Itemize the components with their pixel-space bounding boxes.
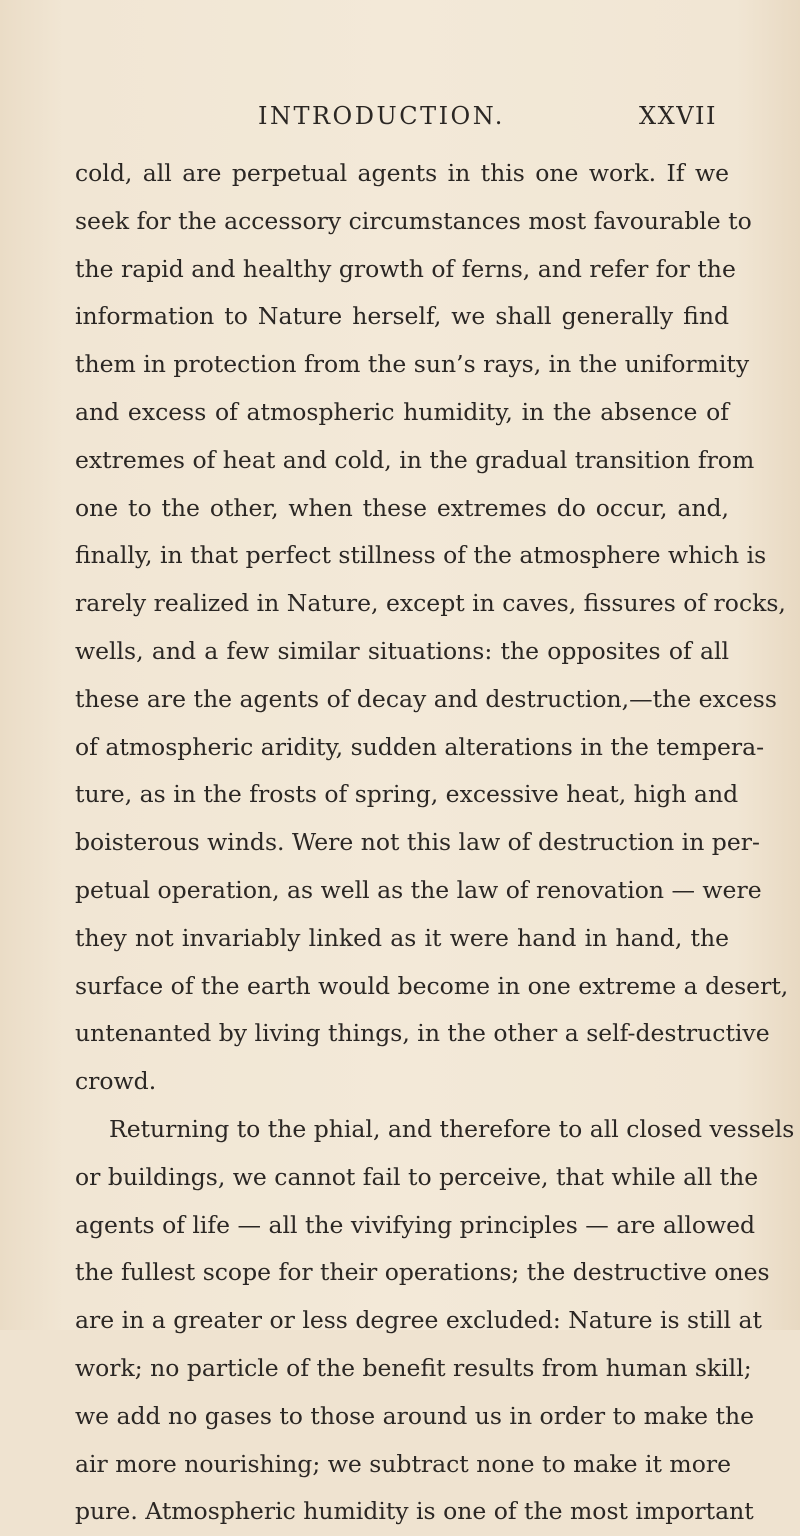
text-line-7: extremes of heat and cold, in the gradual transition from bbox=[75, 445, 755, 474]
text-line-11: wells, and a few similar situations: the opposites of all bbox=[75, 636, 729, 665]
text-line-20: crowd. bbox=[75, 1067, 157, 1096]
running-head-title: INTRODUCTION. bbox=[258, 102, 505, 130]
text-line-24: the fullest scope for their operations; the destructive ones bbox=[75, 1258, 770, 1287]
text-line-25: are in a greater or less degree excluded: Nature is still at bbox=[75, 1306, 762, 1335]
text-line-26: work; no particle of the benefit results from human skill; bbox=[75, 1353, 752, 1382]
running-head bbox=[0, 96, 800, 136]
text-line-5: them in protection from the sun’s rays, in the uniformity bbox=[75, 350, 750, 379]
text-line-28: air more nourishing; we subtract none to make it more bbox=[75, 1449, 731, 1478]
text-line-29: pure. Atmospheric humidity is one of the most important bbox=[75, 1497, 754, 1526]
text-line-14: ture, as in the frosts of spring, excessive heat, high and bbox=[75, 780, 739, 809]
text-line-16: petual operation, as well as the law of renovation — were bbox=[75, 875, 762, 904]
text-line-13: of atmospheric aridity, sudden alterations in the tempera- bbox=[75, 732, 765, 761]
text-line-23: agents of life — all the vivifying principles — are allowed bbox=[75, 1210, 756, 1239]
body-text bbox=[75, 150, 795, 1536]
text-line-2: seek for the accessory circumstances most favourable to bbox=[75, 206, 752, 235]
page-number: XXVII bbox=[639, 102, 717, 130]
text-line-18: surface of the earth would become in one extreme a desert, bbox=[75, 971, 789, 1000]
text-line-3: the rapid and healthy growth of ferns, and refer for the bbox=[75, 254, 736, 283]
text-line-15: boisterous winds. Were not this law of destruction in per- bbox=[75, 828, 760, 857]
text-line-19: untenanted by living things, in the other a self-destructive bbox=[75, 1019, 770, 1048]
text-line-17: they not invariably linked as it were hand in hand, the bbox=[75, 923, 729, 952]
text-line-10: rarely realized in Nature, except in caves, fissures of rocks, bbox=[75, 589, 786, 618]
text-line-9: finally, in that perfect stillness of the atmosphere which is bbox=[75, 541, 767, 570]
text-line-22: or buildings, we cannot fail to perceive, that while all the bbox=[75, 1162, 759, 1191]
text-line-8: one to the other, when these extremes do occur, and, bbox=[75, 493, 729, 522]
text-line-1: cold, all are perpetual agents in this one work. If we bbox=[75, 159, 729, 187]
text-line-27: we add no gases to those around us in order to make the bbox=[75, 1401, 755, 1430]
text-line-21: Returning to the phial, and therefore to all closed vessels bbox=[109, 1114, 795, 1143]
text-line-6: and excess of atmospheric humidity, in the absence of bbox=[75, 397, 729, 426]
text-line-12: these are the agents of decay and destruction,—the excess bbox=[75, 684, 777, 713]
text-line-4: information to Nature herself, we shall generally find bbox=[75, 302, 729, 331]
